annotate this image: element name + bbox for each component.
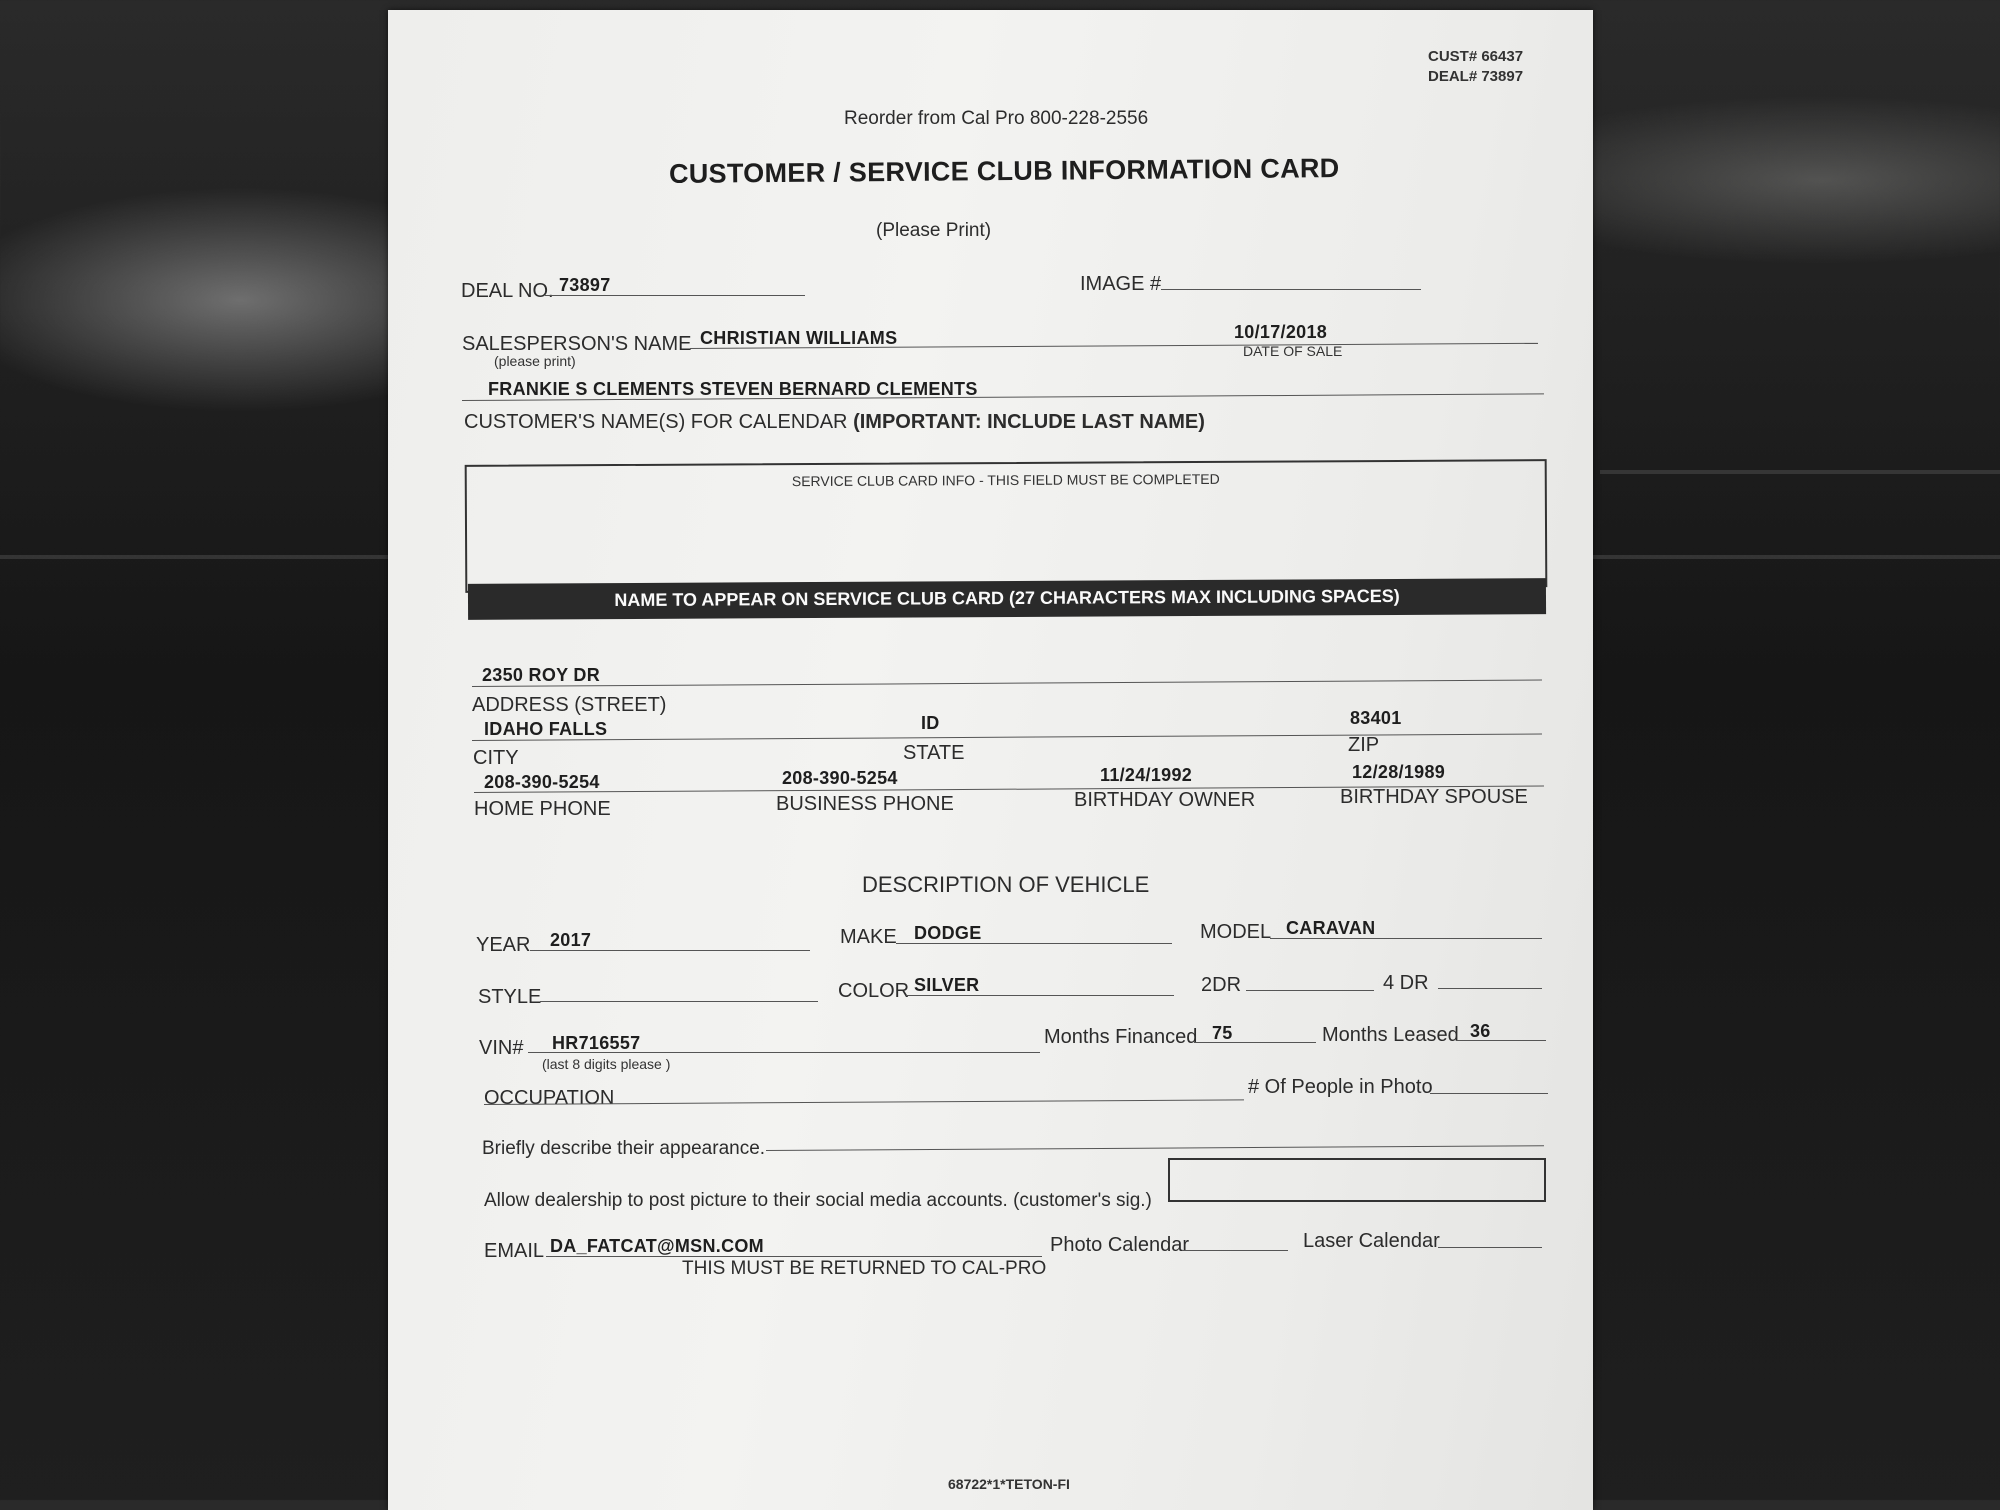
street-label: ADDRESS (STREET) <box>472 694 667 716</box>
service-club-box-label: SERVICE CLUB CARD INFO - THIS FIELD MUST BE COMPLETED <box>791 470 1220 490</box>
birthday-owner-label: BIRTHDAY OWNER <box>1074 789 1256 811</box>
birthday-owner-value[interactable]: 11/24/1992 <box>1100 765 1193 785</box>
months-financed-label: Months Financed <box>1044 1026 1198 1048</box>
photo-calendar-line[interactable] <box>1182 1250 1288 1251</box>
street-line <box>472 679 1542 687</box>
customer-name-label-important: (IMPORTANT: INCLUDE LAST NAME) <box>853 411 1205 433</box>
cust-number: CUST# 66437 <box>1428 48 1524 65</box>
people-in-photo-line[interactable] <box>1430 1093 1548 1094</box>
model-label: MODEL <box>1200 921 1272 943</box>
birthday-spouse-value[interactable]: 12/28/1989 <box>1352 762 1446 782</box>
zip-label: ZIP <box>1348 734 1380 756</box>
vin-value[interactable]: HR716557 <box>552 1033 641 1053</box>
form-title: CUSTOMER / SERVICE CLUB INFORMATION CARD <box>668 153 1340 189</box>
home-phone-value[interactable]: 208-390-5254 <box>484 772 600 792</box>
state-label: STATE <box>903 742 965 764</box>
city-label: CITY <box>473 747 519 769</box>
email-value[interactable]: DA_FATCAT@MSN.COM <box>550 1236 764 1256</box>
information-card-sheet <box>388 10 1593 1510</box>
deal-no-label: DEAL NO. <box>461 280 554 302</box>
months-leased-value[interactable]: 36 <box>1470 1021 1491 1041</box>
laser-calendar-line[interactable] <box>1438 1247 1542 1248</box>
vehicle-heading: DESCRIPTION OF VEHICLE <box>862 872 1150 897</box>
return-note: THIS MUST BE RETURNED TO CAL-PRO <box>682 1258 1047 1279</box>
salesperson-value[interactable]: CHRISTIAN WILLIAMS <box>700 328 898 348</box>
appearance-label: Briefly describe their appearance. <box>482 1138 766 1159</box>
salesperson-sublabel: (please print) <box>494 353 576 369</box>
home-phone-label: HOME PHONE <box>474 798 611 820</box>
city-state-zip-line <box>472 733 1542 741</box>
vin-sublabel: (last 8 digits please ) <box>542 1056 671 1072</box>
model-value[interactable]: CARAVAN <box>1286 918 1376 938</box>
people-in-photo-label: # Of People in Photo <box>1248 1076 1433 1098</box>
appearance-line[interactable] <box>766 1145 1544 1151</box>
make-label: MAKE <box>840 926 897 948</box>
city-value[interactable]: IDAHO FALLS <box>484 719 608 739</box>
reorder-note: Reorder from Cal Pro 800-228-2556 <box>844 108 1149 129</box>
email-label: EMAIL <box>484 1240 545 1262</box>
customer-name-label-text: CUSTOMER'S NAME(S) FOR CALENDAR <box>464 411 848 433</box>
style-line[interactable] <box>540 1001 818 1002</box>
image-no-label: IMAGE # <box>1080 273 1162 295</box>
social-media-label: Allow dealership to post picture to their social media accounts. (customer's sig.) <box>484 1190 1152 1211</box>
date-of-sale-value[interactable]: 10/17/2018 <box>1234 322 1328 342</box>
deal-number-header: DEAL# 73897 <box>1428 68 1524 85</box>
photo-calendar-label: Photo Calendar <box>1050 1234 1189 1256</box>
customer-name-label <box>464 411 1205 434</box>
occupation-label: OCCUPATION <box>484 1087 615 1109</box>
image-no-line[interactable] <box>1161 289 1421 290</box>
deal-no-value[interactable]: 73897 <box>559 275 611 295</box>
four-door-label: 4 DR <box>1383 972 1429 994</box>
date-of-sale-label: DATE OF SALE <box>1243 343 1343 359</box>
color-label: COLOR <box>838 980 910 1002</box>
four-door-line[interactable] <box>1438 988 1542 989</box>
style-label: STYLE <box>478 986 542 1008</box>
please-print-note: (Please Print) <box>876 220 992 241</box>
two-door-label: 2DR <box>1201 974 1242 996</box>
street-value[interactable]: 2350 ROY DR <box>482 665 601 685</box>
make-value[interactable]: DODGE <box>914 923 982 943</box>
zip-value[interactable]: 83401 <box>1350 708 1402 728</box>
months-financed-value[interactable]: 75 <box>1212 1023 1233 1043</box>
year-value[interactable]: 2017 <box>550 930 592 950</box>
color-value[interactable]: SILVER <box>914 975 980 995</box>
year-label: YEAR <box>476 934 531 956</box>
salesperson-label: SALESPERSON'S NAME <box>462 333 692 355</box>
service-club-name-bar: NAME TO APPEAR ON SERVICE CLUB CARD (27 CHARACTERS MAX INCLUDING SPACES) <box>468 578 1546 620</box>
form-code: 68722*1*TETON-FI <box>948 1476 1070 1492</box>
state-value[interactable]: ID <box>921 713 940 733</box>
business-phone-label: BUSINESS PHONE <box>776 793 954 815</box>
vin-label: VIN# <box>479 1037 524 1059</box>
months-leased-label: Months Leased <box>1322 1024 1459 1046</box>
counter-reflection-right <box>1600 470 2000 474</box>
service-club-card-box[interactable] <box>465 459 1548 593</box>
two-door-line[interactable] <box>1246 990 1374 991</box>
business-phone-value[interactable]: 208-390-5254 <box>782 768 898 788</box>
customer-name-value[interactable]: FRANKIE S CLEMENTS STEVEN BERNARD CLEMENTS <box>488 379 978 399</box>
laser-calendar-label: Laser Calendar <box>1303 1230 1440 1252</box>
customer-signature-box[interactable] <box>1168 1158 1546 1202</box>
birthday-spouse-label: BIRTHDAY SPOUSE <box>1340 786 1528 808</box>
